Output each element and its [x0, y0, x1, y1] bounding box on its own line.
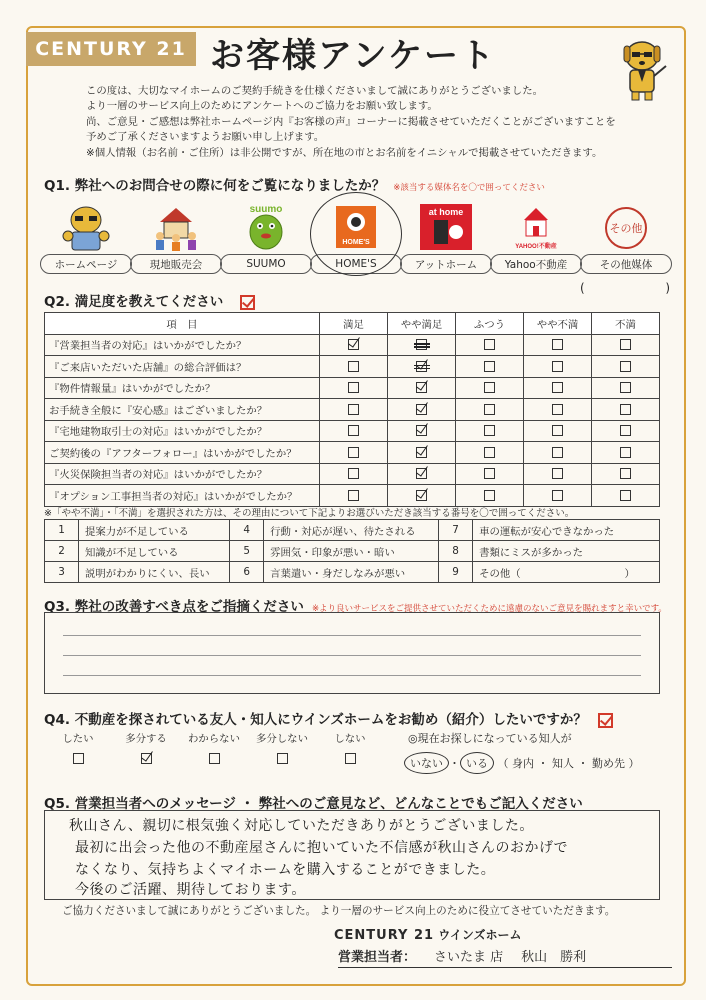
rating-checkbox-checked[interactable] — [348, 339, 359, 350]
column-header: ふつう — [456, 313, 524, 335]
staff-label: 営業担当者： — [338, 950, 417, 965]
known-person-row — [404, 752, 639, 774]
media-option-athome[interactable] — [398, 198, 494, 278]
rating-checkbox[interactable] — [484, 447, 495, 458]
reason-text: 雰囲気・印象が悪い・暗い — [264, 541, 439, 562]
rating-cell — [524, 485, 592, 507]
reason-number[interactable]: 2 — [45, 541, 79, 562]
rating-checkbox[interactable] — [620, 404, 631, 415]
reasons-note: ※「やや不満」・「不満」を選択された方は、その理由について下記よりお選びいただき該当する番号を〇で囲ってください。 — [44, 508, 575, 519]
rating-checkbox[interactable] — [620, 490, 631, 501]
rating-checkbox[interactable] — [348, 361, 359, 372]
reason-text: 説明がわかりにくい、長い — [79, 562, 230, 583]
rating-cell — [456, 485, 524, 507]
rating-checkbox[interactable] — [484, 404, 495, 415]
athome-icon — [416, 202, 476, 252]
house-family-icon — [146, 202, 206, 252]
paren-close: ) — [665, 281, 670, 295]
rating-checkbox[interactable] — [620, 382, 631, 393]
question-item: 『火災保険担当者の対応』はいかがでしたか？ — [45, 463, 320, 485]
q5-answer-box[interactable] — [44, 810, 660, 900]
table-row — [45, 485, 660, 507]
rating-checkbox[interactable] — [620, 339, 631, 350]
table-row — [45, 334, 660, 356]
q4-option-probably[interactable] — [112, 730, 180, 764]
media-label: HOME'S — [310, 254, 402, 274]
rating-checkbox[interactable] — [620, 468, 631, 479]
media-label: ホームページ — [40, 254, 132, 274]
company-brand: CENTURY 21 — [334, 928, 435, 943]
absent-option[interactable]: いない — [404, 752, 449, 774]
media-label: その他媒体 — [580, 254, 672, 274]
media-label: 現地販売会 — [130, 254, 222, 274]
q4-title-text: Q4. 不動産を探されている友人・知人にウインズホームをお勧め（紹介）したいですか？ — [44, 712, 587, 728]
homes-brand-text: HOME'S — [342, 239, 370, 246]
rating-cell — [320, 377, 388, 399]
column-header: 不満 — [592, 313, 660, 335]
rating-checkbox[interactable] — [484, 339, 495, 350]
rating-checkbox[interactable] — [552, 339, 563, 350]
rating-checkbox[interactable] — [348, 382, 359, 393]
rating-cell — [592, 356, 660, 378]
rating-checkbox[interactable] — [484, 425, 495, 436]
handwritten-line: 今後のご活躍、期待しております。 — [75, 882, 306, 898]
rating-checkbox[interactable] — [552, 404, 563, 415]
table-row — [45, 463, 660, 485]
rating-checkbox-checked[interactable] — [416, 490, 427, 501]
intro-line: より一層のサービス向上のためにアンケートへのご協力をお願い致します。 — [86, 100, 438, 113]
media-option-homes[interactable] — [308, 198, 404, 278]
rating-checkbox[interactable] — [552, 468, 563, 479]
question-item: 『宅地建物取引士の対応』はいかがでしたか？ — [45, 420, 320, 442]
rating-cell — [456, 399, 524, 421]
rating-checkbox[interactable] — [484, 490, 495, 501]
rating-cell — [388, 420, 456, 442]
reasons-table — [44, 519, 660, 583]
q3-note: ※より良いサービスをご提供させていただくために遠慮のないご意見を賜れますと幸いです。 — [311, 604, 667, 614]
brand-logo: CENTURY 21 — [26, 32, 196, 66]
handwritten-line: なくなり、気持ちよくマイホームを購入することができました。 — [75, 862, 496, 878]
question-item: 『営業担当者の対応』はいかがでしたか？ — [45, 334, 320, 356]
rating-checkbox-checked[interactable] — [416, 361, 427, 372]
column-header-item: 項 目 — [45, 313, 320, 335]
q1-media-row — [38, 198, 668, 278]
rating-checkbox[interactable] — [552, 361, 563, 372]
rating-checkbox[interactable] — [416, 339, 427, 350]
q1-note: ※該当する媒体名を〇で囲ってください — [393, 183, 545, 193]
rating-cell — [388, 442, 456, 464]
rating-cell — [592, 442, 660, 464]
reason-row — [45, 520, 660, 541]
question-item: お手続き全般に『安心感』はございましたか？ — [45, 399, 320, 421]
rating-checkbox[interactable] — [620, 425, 631, 436]
intro-line: ※個人情報（お名前・ご住所）は非公開ですが、所在地の市とお名前をイニシャルで掲載させていただきます。 — [86, 146, 603, 159]
q4-option-label: 多分する — [125, 733, 167, 745]
rating-cell — [320, 442, 388, 464]
reason-text: 書類にミスが多かった — [473, 541, 660, 562]
rating-cell — [320, 463, 388, 485]
rating-cell — [592, 377, 660, 399]
rating-checkbox[interactable] — [552, 490, 563, 501]
reason-text: 車の運転が安心できなかった — [473, 520, 660, 541]
q4-checkbox[interactable] — [73, 753, 84, 764]
media-label: Yahoo不動産 — [490, 254, 582, 274]
reason-text: 知識が不足している — [79, 541, 230, 562]
table-row — [45, 356, 660, 378]
q4-option-label: わからない — [188, 733, 240, 745]
rating-cell — [456, 356, 524, 378]
reason-text: 言葉遣い・身だしなみが悪い — [264, 562, 439, 583]
answered-check-icon — [598, 713, 613, 728]
rating-checkbox[interactable] — [348, 490, 359, 501]
media-option-open-house[interactable] — [128, 198, 224, 278]
rating-cell — [592, 485, 660, 507]
q2-title-text: Q2. 満足度を教えてください — [44, 294, 224, 310]
q5-title: Q5. 営業担当者へのメッセージ ・ 弊社へのご意見など、どんなことでもご記入ください — [44, 796, 583, 812]
q4-option-not[interactable] — [316, 730, 384, 764]
reason-text: その他（ ） — [473, 562, 660, 583]
yahoo-brand-text: YAHOO!不動産 — [515, 244, 557, 250]
media-label: アットホーム — [400, 254, 492, 274]
intro-line: この度は、大切なマイホームのご契約手続きを仕様くださいまして誠にありがとうございました。 — [86, 85, 543, 97]
rating-cell — [592, 334, 660, 356]
reason-number[interactable]: 4 — [230, 520, 264, 541]
rating-cell — [592, 399, 660, 421]
intro-line: 尚、ご意見・ご感想は弊社ホームページ内『お客様の声』コーナーに掲載させていただくことがございますことを — [86, 115, 616, 128]
reason-text: 提案力が不足している — [79, 520, 230, 541]
rating-cell — [388, 356, 456, 378]
reason-number[interactable]: 9 — [439, 562, 473, 583]
staff-name: 秋山 勝利 — [521, 950, 587, 965]
reason-row — [45, 562, 660, 583]
rating-checkbox[interactable] — [348, 404, 359, 415]
rating-cell — [456, 334, 524, 356]
q4-checkbox[interactable] — [277, 753, 288, 764]
known-person-label: ◎現在お探しになっている知人が — [408, 732, 572, 745]
q3-title-text: Q3. 弊社の改善すべき点をご指摘ください — [44, 599, 304, 615]
q3-answer-box[interactable] — [44, 612, 660, 694]
rating-checkbox[interactable] — [348, 447, 359, 458]
rating-cell — [320, 420, 388, 442]
rating-cell — [456, 463, 524, 485]
q4-option-probably-not[interactable] — [248, 730, 316, 764]
rating-checkbox[interactable] — [484, 468, 495, 479]
mascot-icon — [56, 202, 116, 252]
rating-cell — [592, 420, 660, 442]
question-item: 『物件情報量』はいかがでしたか？ — [45, 377, 320, 399]
table-row — [45, 399, 660, 421]
q4-option-unsure[interactable] — [180, 730, 248, 764]
rating-checkbox[interactable] — [620, 361, 631, 372]
rating-checkbox[interactable] — [552, 425, 563, 436]
rating-checkbox-checked[interactable] — [416, 468, 427, 479]
q2-title — [44, 290, 255, 310]
reason-number[interactable]: 3 — [45, 562, 79, 583]
q4-option-label: 多分しない — [256, 733, 308, 745]
staff-signature — [338, 946, 672, 968]
rating-cell — [388, 485, 456, 507]
relation-options: （ 身内 ・ 知人 ・ 勤め先 ） — [497, 757, 640, 770]
question-item: 『オプション工事担当者の対応』はいかがでしたか？ — [45, 485, 320, 507]
column-header: やや満足 — [388, 313, 456, 335]
suumo-icon — [236, 202, 296, 252]
q4-option-label: しない — [334, 733, 366, 745]
answered-check-icon — [240, 295, 255, 310]
rating-cell — [524, 463, 592, 485]
media-option-homepage[interactable] — [38, 198, 134, 278]
present-option[interactable]: いる — [460, 752, 494, 774]
rating-checkbox[interactable] — [552, 447, 563, 458]
store-name: さいたま 店 — [434, 950, 504, 965]
rating-cell — [388, 399, 456, 421]
reason-number[interactable]: 8 — [439, 541, 473, 562]
q4-checkbox[interactable] — [209, 753, 220, 764]
yahoo-house-icon — [506, 202, 566, 252]
reason-text: 行動・対応が遅い、待たされる — [264, 520, 439, 541]
rating-cell — [320, 334, 388, 356]
reason-number[interactable]: 1 — [45, 520, 79, 541]
question-item: ご契約後の『アフターフォロー』はいかがでしたか？ — [45, 442, 320, 464]
rating-cell — [524, 420, 592, 442]
company-name — [334, 926, 522, 943]
reason-number[interactable]: 7 — [439, 520, 473, 541]
rating-cell — [388, 377, 456, 399]
rating-checkbox[interactable] — [552, 382, 563, 393]
page-title: お客様アンケート — [210, 36, 496, 76]
rating-checkbox[interactable] — [484, 382, 495, 393]
thanks-message: ご協力くださいまして誠にありがとうございました。 より一層のサービス向上のために役立てさせていただきます。 — [62, 905, 616, 917]
rating-cell — [524, 334, 592, 356]
sonota-brand-text: その他 — [609, 222, 643, 235]
athome-brand-text: at home — [428, 207, 464, 217]
q1-title — [44, 174, 545, 194]
column-header: 満足 — [320, 313, 388, 335]
table-row — [45, 420, 660, 442]
rating-cell — [456, 377, 524, 399]
rating-checkbox[interactable] — [348, 425, 359, 436]
other-media-field[interactable] — [580, 281, 670, 295]
handwritten-line: 秋山さん、親切に根気強く対応していただきありがとうございました。 — [69, 818, 534, 834]
suumo-brand-text: suumo — [249, 204, 283, 215]
rating-cell — [456, 442, 524, 464]
rating-cell — [524, 377, 592, 399]
rating-cell — [320, 399, 388, 421]
intro-line: 予めご了承くださいますようお願い申し上げます。 — [86, 131, 325, 144]
handwritten-line: 最初に出会った他の不動産屋さんに抱いていた不信感が秋山さんのおかげで — [75, 840, 568, 856]
rating-checkbox[interactable] — [484, 361, 495, 372]
rating-cell — [524, 356, 592, 378]
rating-checkbox[interactable] — [620, 447, 631, 458]
q4-checkbox-checked[interactable] — [141, 753, 152, 764]
company-store-name: ウインズホーム — [438, 928, 522, 942]
q1-title-text: Q1. 弊社へのお問合せの際に何をご覧になりましたか？ — [44, 178, 386, 194]
ruled-line — [63, 635, 641, 636]
table-header-row — [45, 313, 660, 335]
reason-row — [45, 541, 660, 562]
table-row — [45, 442, 660, 464]
rating-cell — [320, 356, 388, 378]
ruled-line — [63, 655, 641, 656]
media-label: SUUMO — [220, 254, 312, 274]
rating-cell — [388, 463, 456, 485]
separator-dot: ・ — [449, 757, 460, 770]
media-option-yahoo[interactable] — [488, 198, 584, 278]
reason-number[interactable]: 6 — [230, 562, 264, 583]
q4-options — [44, 730, 384, 772]
intro-text — [86, 84, 646, 161]
rating-checkbox[interactable] — [348, 468, 359, 479]
question-item: 『ご来店いただいた店舗』の総合評価は？ — [45, 356, 320, 378]
rating-cell — [524, 399, 592, 421]
rating-cell — [320, 485, 388, 507]
table-row — [45, 377, 660, 399]
ruled-line — [63, 675, 641, 676]
rating-checkbox-checked[interactable] — [416, 425, 427, 436]
sonota-stamp-icon — [596, 202, 656, 252]
reason-number[interactable]: 5 — [230, 541, 264, 562]
rating-checkbox-checked[interactable] — [416, 382, 427, 393]
column-header: やや不満 — [524, 313, 592, 335]
rating-checkbox-checked[interactable] — [416, 404, 427, 415]
paren-open: ( — [580, 281, 585, 295]
q4-checkbox[interactable] — [345, 753, 356, 764]
media-option-other[interactable] — [578, 198, 674, 278]
rating-cell — [388, 334, 456, 356]
rating-checkbox-checked[interactable] — [416, 447, 427, 458]
rating-cell — [524, 442, 592, 464]
q4-option-want[interactable] — [44, 730, 112, 764]
media-option-suumo[interactable] — [218, 198, 314, 278]
rating-cell — [592, 463, 660, 485]
satisfaction-table — [44, 312, 660, 507]
circled-selection — [310, 192, 402, 276]
q4-title — [44, 708, 613, 728]
rating-cell — [456, 420, 524, 442]
q4-option-label: したい — [62, 733, 94, 745]
